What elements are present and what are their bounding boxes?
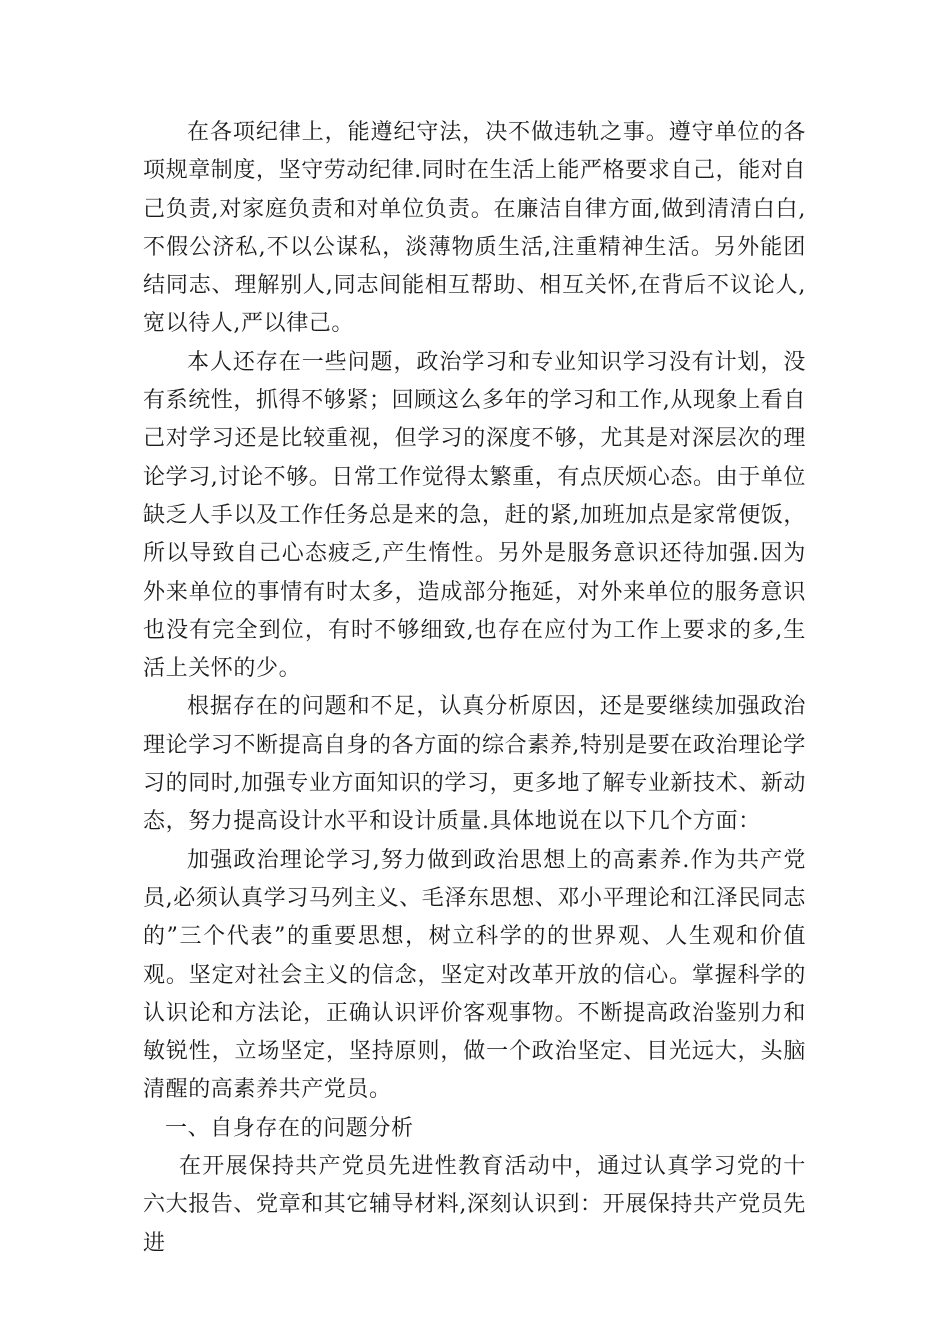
- paragraph-education-activity: 在开展保持共产党员先进性教育活动中，通过认真学习党的十六大报告、党章和其它辅导材料,深刻认识到：开展保持共产党员先进: [143, 1154, 806, 1256]
- paragraph-theory-study: 加强政治理论学习,努力做到政治思想上的高素养.作为共产党员,必须认真学习马列主义、毛泽东思想、邓小平理论和江泽民同志的”三个代表”的重要思想，树立科学的的世界观、人生观和价值观。坚定对社会主义的信念，坚定对改革开放的信心。掌握科学的认识论和方法论，正确认识评价客观事物。不断提高政治鉴别力和敏锐性，立场坚定，坚持原则，做一个政治坚定、目光远大，头脑清醒的高素养共产党员。: [143, 847, 806, 1103]
- document-page: [143, 114, 806, 1263]
- paragraph-causes: 根据存在的问题和不足，认真分析原因，还是要继续加强政治理论学习不断提高自身的各方面的综合素养,特别是要在政治理论学习的同时,加强专业方面知识的学习，更多地了解专业新技术、新动态，努力提高设计水平和设计质量.具体地说在以下几个方面：: [143, 694, 806, 835]
- paragraph-problems: 本人还存在一些问题，政治学习和专业知识学习没有计划，没有系统性，抓得不够紧；回顾这么多年的学习和工作,从现象上看自己对学习还是比较重视，但学习的深度不够，尤其是对深层次的理论学习,讨论不够。日常工作觉得太繁重，有点厌烦心态。由于单位缺乏人手以及工作任务总是来的急，赶的紧,加班加点是家常便饭，所以导致自己心态疲乏,产生惰性。另外是服务意识还待加强.因为外来单位的事情有时太多，造成部分拖延，对外来单位的服务意识也没有完全到位，有时不够细致,也存在应付为工作上要求的多,生活上关怀的少。: [143, 349, 806, 682]
- section-heading: 一、自身存在的问题分析: [165, 1115, 414, 1141]
- paragraph-discipline: 在各项纪律上，能遵纪守法，决不做违轨之事。遵守单位的各项规章制度，坚守劳动纪律.同时在生活上能严格要求自己，能对自己负责,对家庭负责和对单位负责。在廉洁自律方面,做到清清白白,不假公济私,不以公谋私，淡薄物质生活,注重精神生活。另外能团结同志、理解别人,同志间能相互帮助、相互关怀,在背后不议论人,宽以待人,严以律己。: [143, 120, 806, 337]
